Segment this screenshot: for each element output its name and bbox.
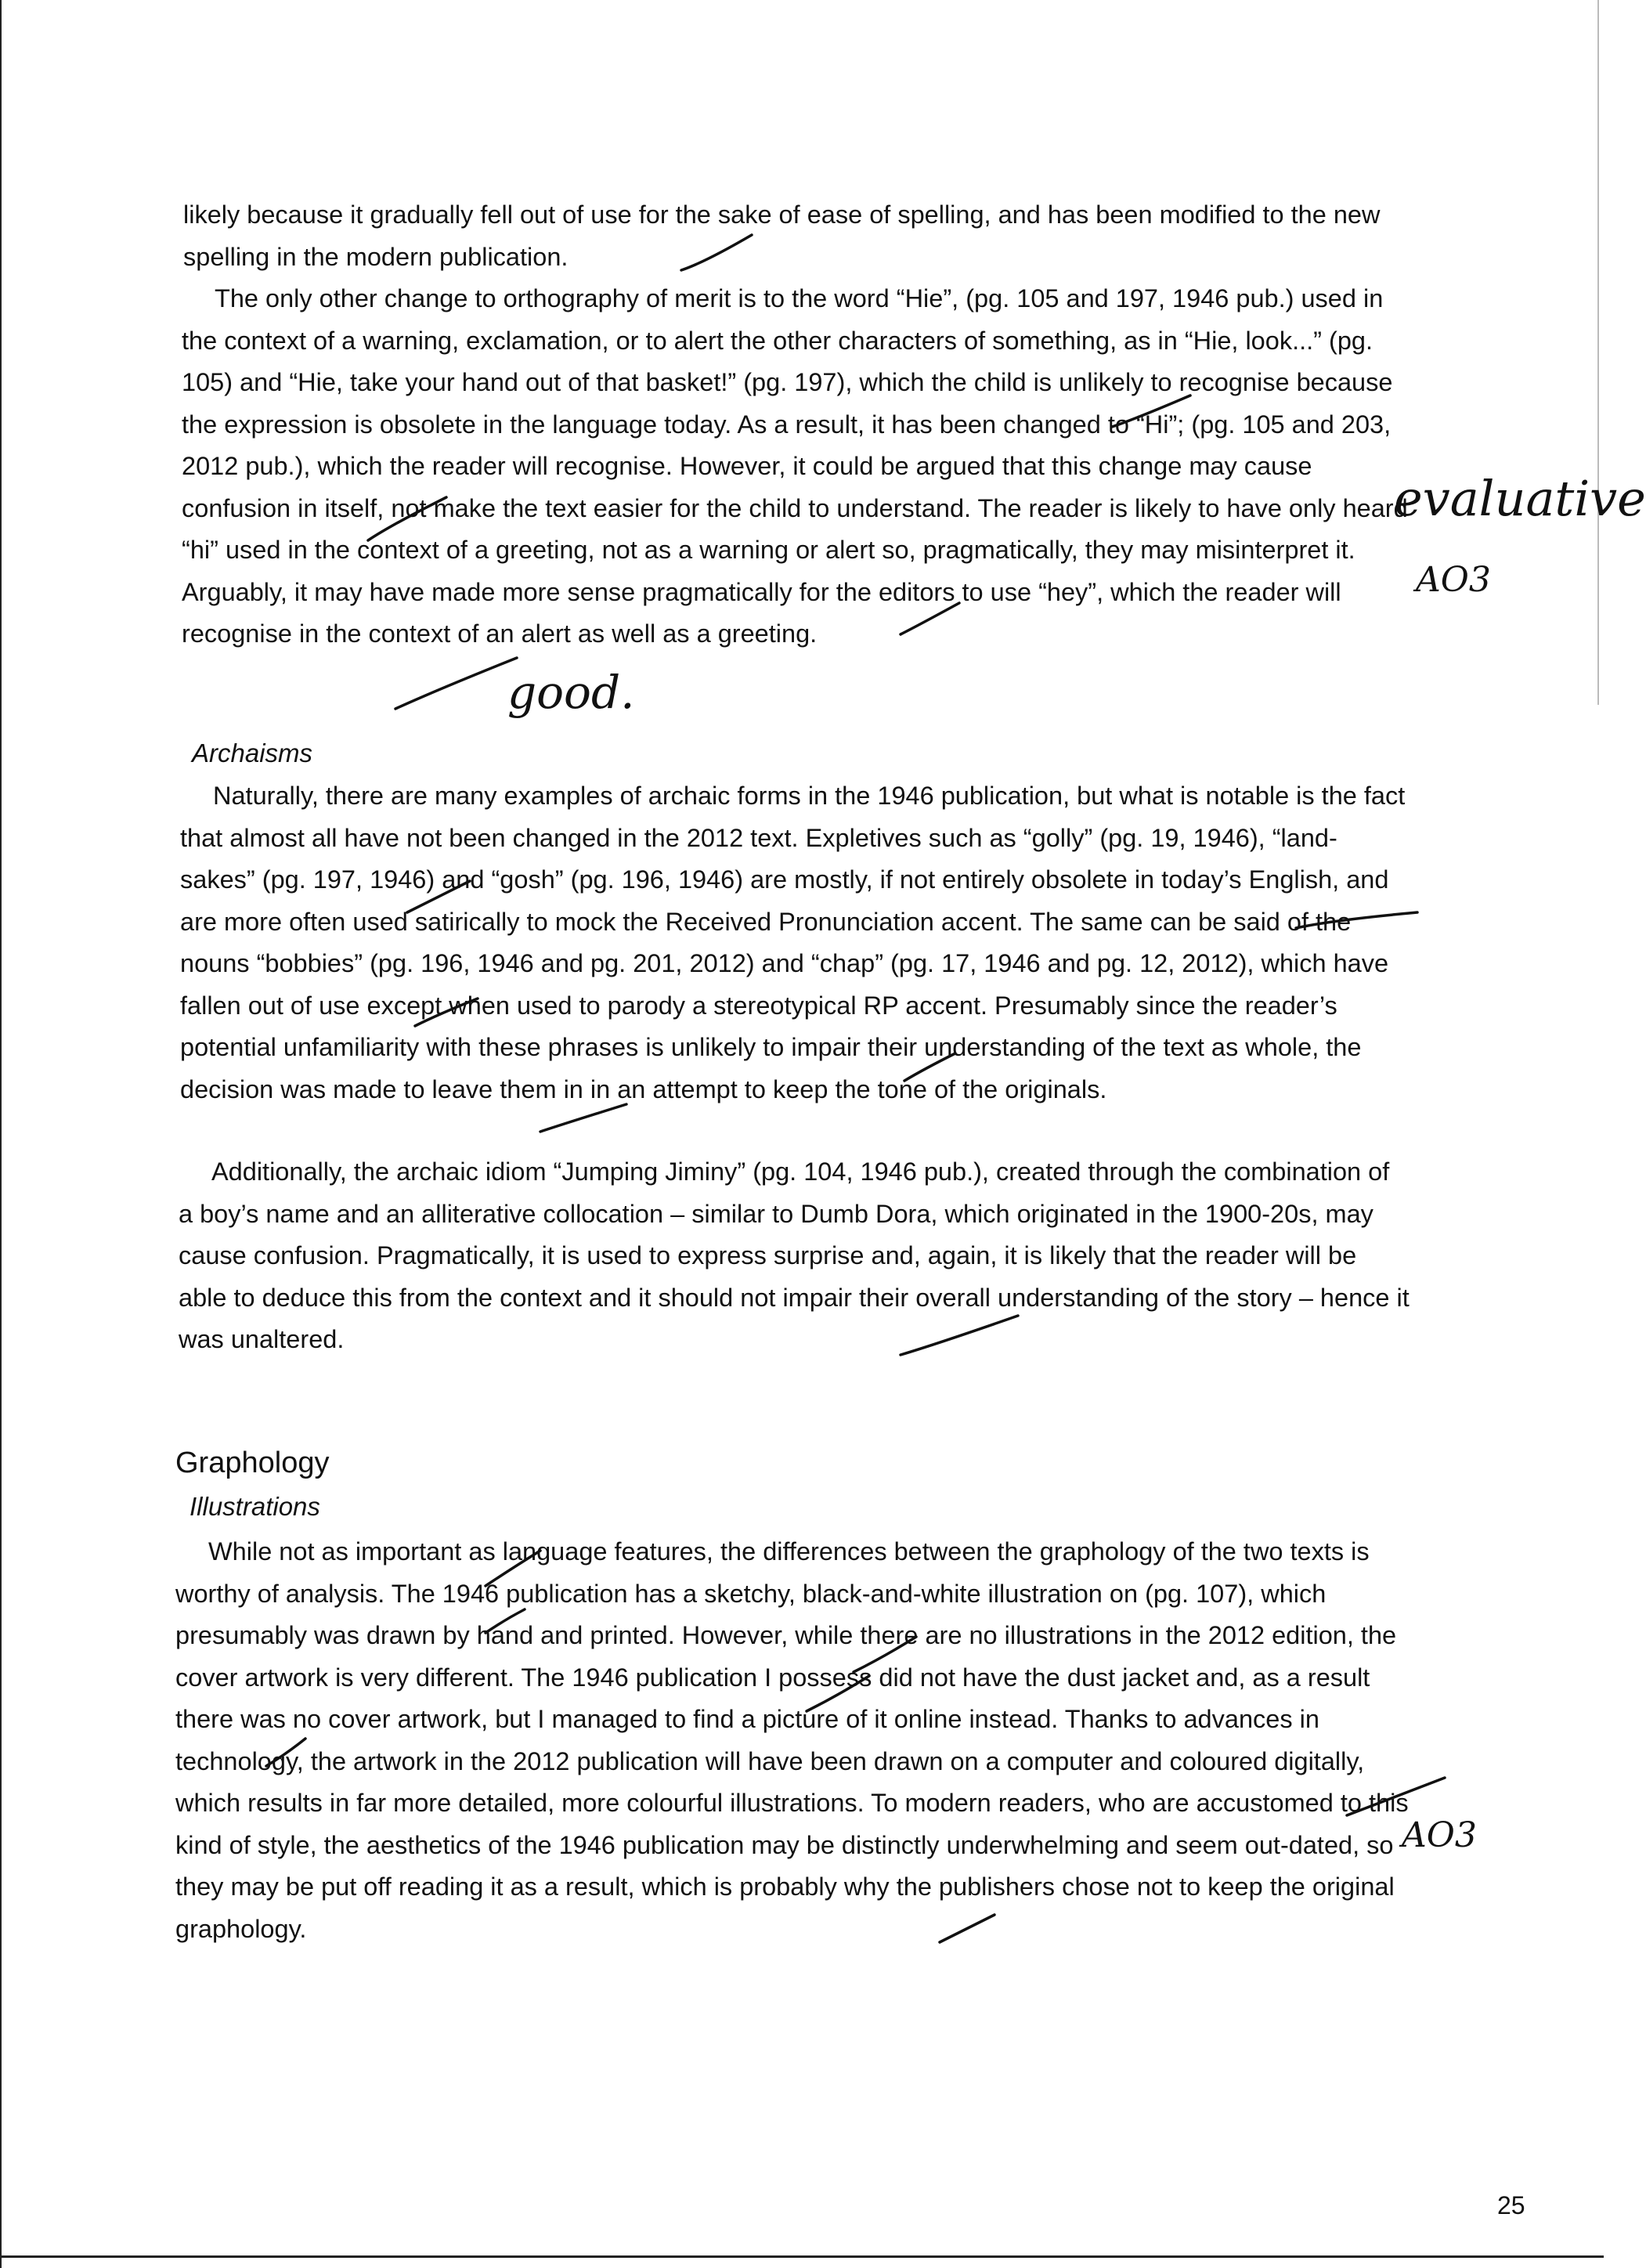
paragraph-spelling-continuation: likely because it gradually fell out of use for the sake of ease of spelling, and has been modified to the new spelling in the modern publication. <box>183 200 1381 271</box>
handwritten-good-comment: good. <box>507 666 635 719</box>
heading-graphology: Graphology <box>175 1446 330 1479</box>
paragraph-archaic-forms: Naturally, there are many examples of archaic forms in the 1946 publication, but what is notable is the fact that almost all have not been changed in the 2012 text. Expletives such as “golly” (pg. 19, 1946), “land-sakes” (pg. 197, 1946) and “gosh” (pg. 196, 1946) are mostly, if not entirely obsolete in today’s English, and are more often used satirically to mock the Received Pronunciation accent. The same can be said of the nouns “bobbies” (pg. 196, 1946 and pg. 201, 2012) and “chap” (pg. 17, 1946 and pg. 12, 2012), which have fallen out of use except when used to parody a stereotypical RP accent. Presumably since the reader’s potential unfamiliarity with these phrases is unlikely to impair their understanding of the text as whole, the decision was made to leave them in in an attempt to keep the tone of the originals. <box>180 782 1406 1103</box>
handwritten-ao3-mark-second: AO3 <box>1402 1815 1477 1855</box>
page-number: 25 <box>1497 2191 1525 2219</box>
paragraph-jumping-jiminy: Additionally, the archaic idiom “Jumping Jiminy” (pg. 104, 1946 pub.), created through the combination of a boy’s name and an alliterative collocation – similar to Dumb Dora, which originated in the 1900-20s, may cause confusion. Pragmatically, it is used to express surprise and, again, it is likely that the reader will be able to deduce this from the context and it should not impair their overall understanding of the story – hence it was unaltered. <box>179 1157 1410 1353</box>
paragraph-hie-orthography: The only other change to orthography of merit is to the word “Hie”, (pg. 105 and 197, 1946 pub.) used in the context of a warning, exclamation, or to alert the other characters of something, as in “Hie, look...” (pg. 105) and “Hie, take your hand out of that basket!” (pg. 197), which the child is unlikely to recognise because the expression is obsolete in the language today. As a result, it has been changed to “Hi”; (pg. 105 and 203, 2012 pub.), which the reader will recognise. However, it could be argued that this change may cause confusion in itself, not make the text easier for the child to understand. The reader is likely to have only heard “hi” used in the context of a greeting, not as a warning or alert so, pragmatically, they may misinterpret it. Arguably, it may have made more sense pragmatically for the editors to use “hey”, which the reader will recognise in the context of an alert as well as a greeting. <box>182 284 1408 648</box>
subheading-illustrations: Illustrations <box>190 1492 320 1521</box>
scan-bottom-edge <box>0 2255 1604 2258</box>
subheading-archaisms: Archaisms <box>192 739 313 767</box>
scan-left-edge <box>0 0 2 2268</box>
handwritten-evaluative-comment: evaluative <box>1394 470 1646 527</box>
scan-right-edge <box>1597 0 1599 705</box>
paragraph-illustrations: While not as important as language features, the differences between the graphology of the two texts is worthy of analysis. The 1946 publication has a sketchy, black-and-white illustration on (pg. 107), which presumably was drawn by hand and printed. However, while there are no illustrations in the 2012 edition, the cover artwork is very different. The 1946 publication I possess did not have the dust jacket and, as a result there was no cover artwork, but I managed to find a picture of it online instead. Thanks to advances in technology, the artwork in the 2012 publication will have been drawn on a computer and coloured digitally, which results in far more detailed, more colourful illustrations. To modern readers, who are accustomed to this kind of style, the aesthetics of the 1946 publication may be distinctly underwhelming and seem out-dated, so they may be put off reading it as a result, which is probably why the publishers chose not to keep the original graphology. <box>175 1537 1409 1943</box>
handwritten-ao3-mark-first: AO3 <box>1416 560 1491 600</box>
tick-mark <box>395 658 517 709</box>
